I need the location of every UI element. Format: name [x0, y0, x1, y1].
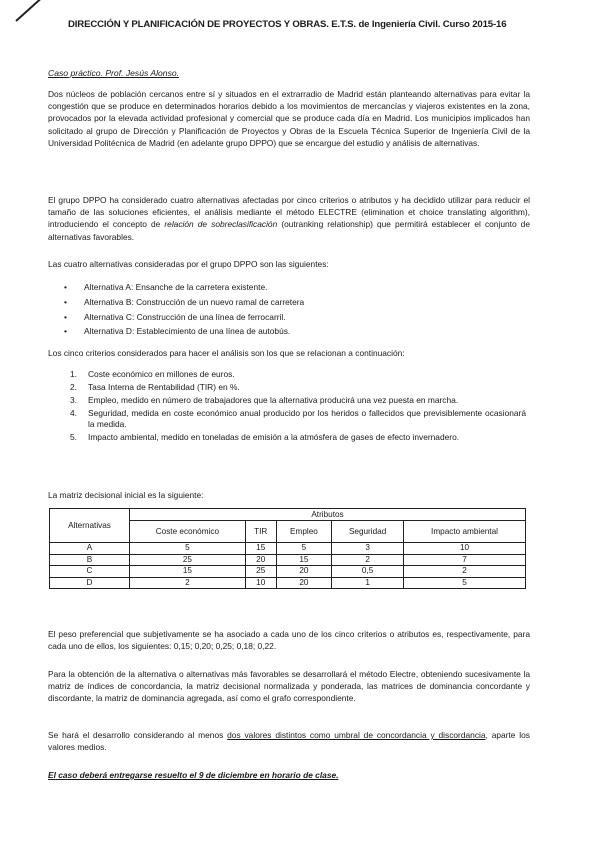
table-cell: 1 [332, 577, 404, 589]
list-item: • Alternativa B: Construcción de un nuevo ramal de carretera [62, 295, 304, 310]
table-cell: 2 [130, 577, 246, 589]
header-title: DIRECCIÓN Y PLANIFICACIÓN DE PROYECTOS Y OBRAS. E.T.S. de Ingeniería Civil. Curso 2015-16 [68, 19, 507, 30]
row-label: C [50, 566, 130, 578]
table-row [50, 554, 526, 566]
list-item: • Alternativa D: Establecimiento de una línea de autobús. [62, 324, 304, 339]
list-text: Seguridad, medida en coste económico anual producido por los heridos o fallecidos que previsiblemente ocasionará la medida. [88, 408, 526, 430]
table-cell: 5 [276, 543, 332, 555]
criteria-list [70, 369, 526, 445]
pen-mark [15, 0, 42, 22]
table-cell: 15 [276, 554, 332, 566]
list-text: Empleo, medido en número de trabajadores que la alternativa producirá una vez puesta en marcha. [88, 395, 459, 405]
deadline-note: El caso deberá entregarse resuelto el 9 de diciembre en horario de clase. [48, 770, 339, 780]
table-cell: 20 [245, 554, 276, 566]
list-number: 2. [70, 382, 77, 392]
column-header: Impacto ambiental [404, 521, 526, 543]
column-header: TIR [245, 521, 276, 543]
column-header: Seguridad [332, 521, 404, 543]
table-cell: 2 [404, 566, 526, 578]
list-item [70, 382, 526, 393]
method-text-after: (outranking relationship) que permitirá establecer el conjunto de alternativas favorables. [48, 219, 530, 242]
row-label: A [50, 543, 130, 555]
weights-paragraph: El peso preferencial que subjetivamente se ha asociado a cada uno de los cinco criterios o atributos es, respectivamente, para cada uno de ellos, los siguientes: 0,15; 0,20; 0,25; 0,18; 0,22. [48, 629, 530, 652]
table-cell: 5 [130, 543, 246, 555]
decision-matrix-table [49, 508, 526, 589]
table-row [50, 543, 526, 555]
thresholds-text-before: Se hará el desarrollo considerando al menos [48, 730, 228, 740]
method-paragraph [48, 194, 530, 243]
table-cell: 15 [245, 543, 276, 555]
table-cell: 0,5 [332, 566, 404, 578]
thresholds-text-underlined: dos valores distintos como umbral de concordancia y discordancia [227, 730, 486, 740]
list-item [70, 395, 526, 406]
table-row [50, 577, 526, 589]
list-text: Coste económico en millones de euros. [88, 369, 235, 379]
list-item [70, 408, 526, 431]
list-number: 3. [70, 395, 77, 405]
electre-paragraph: Para la obtención de la alternativa o alternativas más favorables se desarrollará el método Electre, obteniendo sucesivamente la matriz de índices de concordancia, la matriz decisional normalizada y ponderada, las matrices de dominancia concordante y discordante, la matriz de dominancia agregada, así como el grafo correspondiente. [48, 669, 530, 704]
column-group-header: Atributos [130, 509, 526, 521]
table-cell: 7 [404, 554, 526, 566]
column-header: Empleo [276, 521, 332, 543]
list-text: Tasa Interna de Rentabilidad (TIR) en %. [88, 382, 240, 392]
method-text-before: El grupo DPPO ha considerado cuatro alternativas afectadas por cinco criterios o atributos y ha decidido utilizar para reducir el tamaño de las soluciones eficientes, el análisis mediante el método ELECTRE (elimination et choice translating algorithm), introduciendo el concepto de [48, 195, 530, 230]
alternatives-list [62, 280, 304, 339]
list-item: • Alternativa A: Ensanche de la carretera existente. [62, 280, 304, 295]
table-cell: 10 [404, 543, 526, 555]
table-cell: 25 [245, 566, 276, 578]
table-cell: 10 [245, 577, 276, 589]
table-cell: 15 [130, 566, 246, 578]
table-cell: 20 [276, 566, 332, 578]
intro-paragraph: Dos núcleos de población cercanos entre sí y situados en el extrarradio de Madrid están planteando alternativas para evitar la congestión que se produce en determinados horarios debido a los movimientos de mercancías y viajeros existentes en la zona, provocados por la elevada actividad profesional y comercial que se produce cada día en Madrid. Los municipios implicados han solicitado al grupo de Dirección y Planificación de Proyectos y Obras de la Escuela Técnica Superior de Ingeniería Civil de la Universidad Politécnica de Madrid (en adelante grupo DPPO) que se encargue del estudio y análisis de alternativas. [48, 89, 530, 148]
table-cell: 5 [404, 577, 526, 589]
row-label: D [50, 577, 130, 589]
method-text-italic: relación de sobreclasificación [164, 219, 278, 230]
table-cell: 3 [332, 543, 404, 555]
list-number: 4. [70, 408, 77, 418]
table-cell: 20 [276, 577, 332, 589]
table-cell: 2 [332, 554, 404, 566]
column-header: Coste económico [130, 521, 246, 543]
list-number: 5. [70, 432, 77, 443]
list-number: 1. [70, 369, 77, 379]
case-title: Caso práctico. Prof. Jesús Alonso. [48, 68, 180, 78]
list-item [70, 369, 526, 380]
matrix-intro: La matriz decisional inicial es la siguiente: [48, 490, 204, 500]
list-item: • Alternativa C: Construcción de una línea de ferrocarril. [62, 310, 304, 325]
alternatives-intro: Las cuatro alternativas consideradas por el grupo DPPO son las siguientes: [48, 259, 329, 269]
page-header [68, 19, 608, 30]
table-row [50, 566, 526, 578]
criteria-intro: Los cinco criterios considerados para hacer el análisis son los que se relacionan a continuación: [48, 348, 405, 358]
list-text: Impacto ambiental, medido en toneladas de emisión a la atmósfera de gases de efecto invernadero. [88, 432, 460, 443]
row-label: B [50, 554, 130, 566]
thresholds-text-after: , aparte los valores medios. [48, 730, 530, 753]
thresholds-paragraph [48, 729, 530, 753]
table-cell: 25 [130, 554, 246, 566]
list-item [70, 432, 526, 443]
column-header-alternatives: Alternativas [50, 509, 130, 543]
